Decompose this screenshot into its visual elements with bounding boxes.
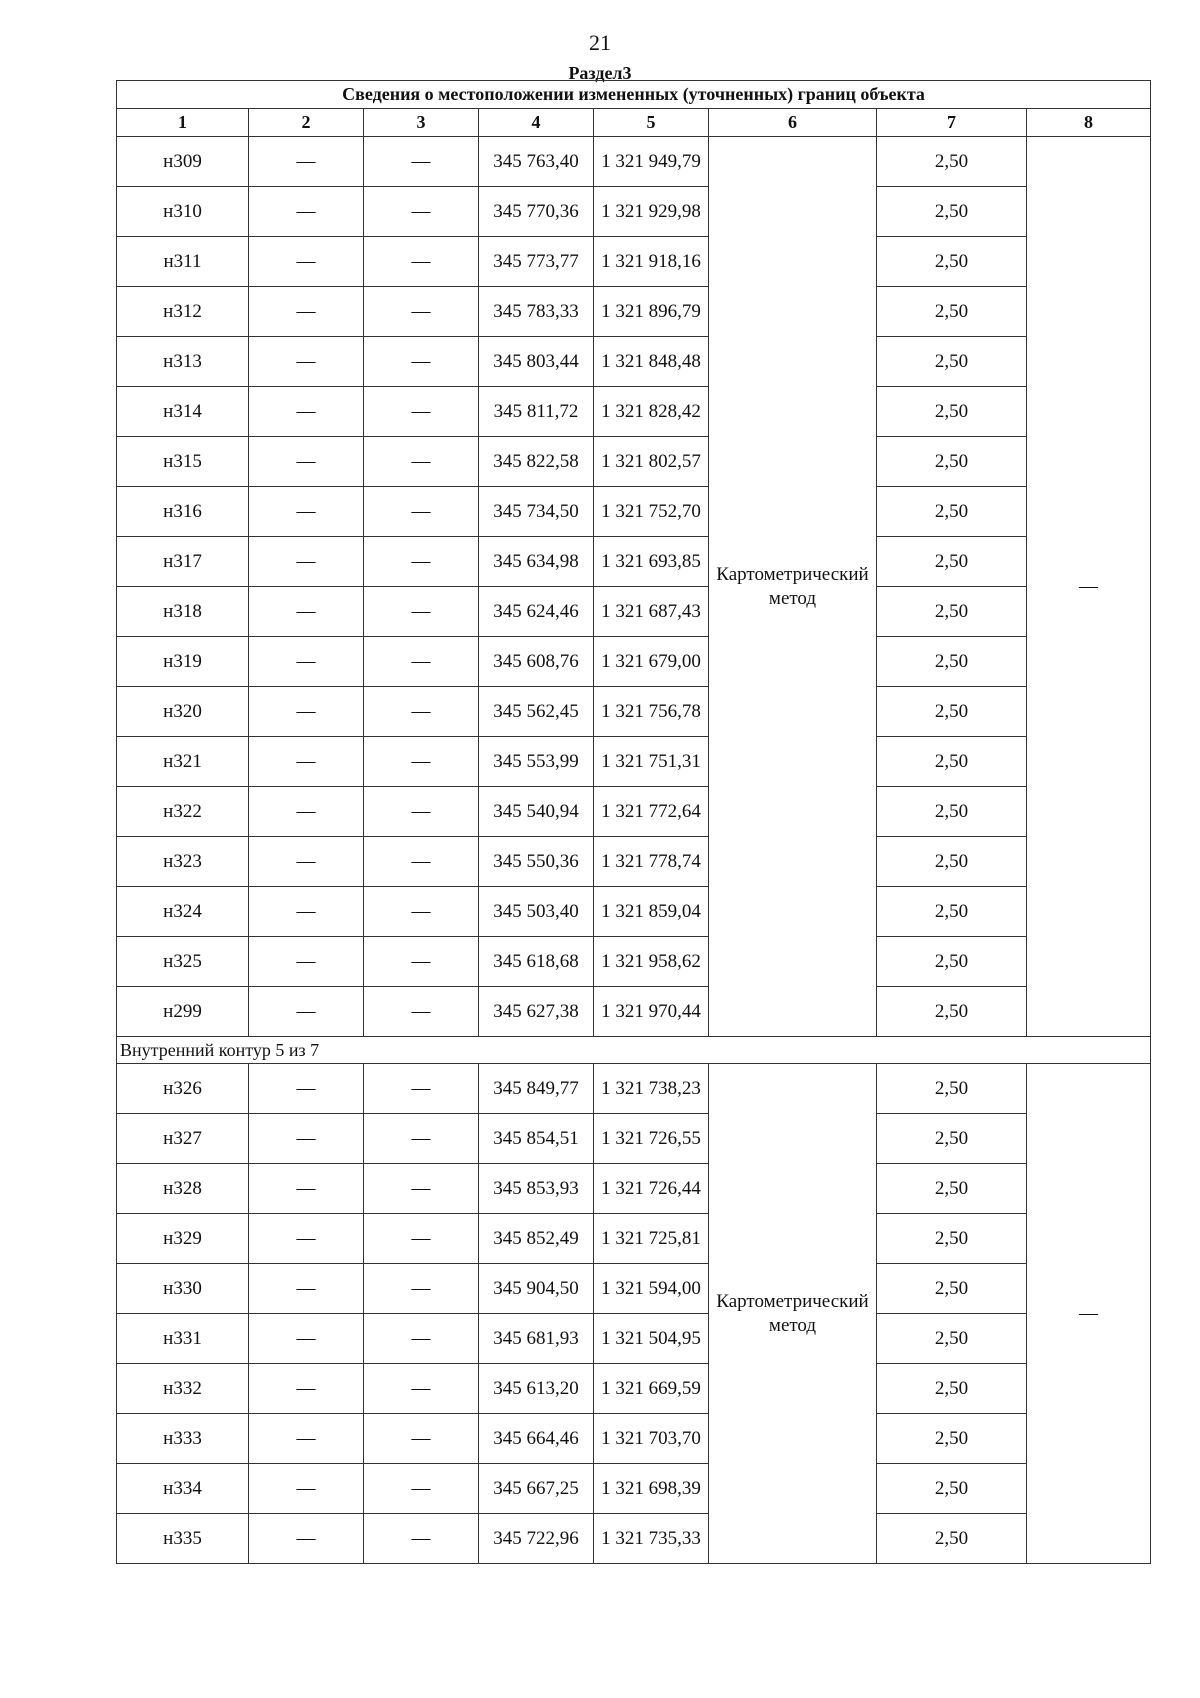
column-header: 3 [364,109,479,137]
table-row [117,1214,1151,1264]
accuracy-cell: 2,50 [877,387,1027,437]
column-header: 8 [1027,109,1151,137]
table-row [117,837,1151,887]
x-coordinate-cell: 345 734,50 [479,487,594,537]
table-row [117,487,1151,537]
point-cell: н335 [117,1514,249,1564]
y-coordinate-cell: 1 321 751,31 [594,737,709,787]
point-cell: н319 [117,637,249,687]
y-coordinate-cell: 1 321 756,78 [594,687,709,737]
column3-cell: — [364,1064,479,1114]
x-coordinate-cell: 345 550,36 [479,837,594,887]
accuracy-cell: 2,50 [877,287,1027,337]
column2-cell: — [249,887,364,937]
accuracy-cell: 2,50 [877,587,1027,637]
column-header: 4 [479,109,594,137]
column2-cell: — [249,287,364,337]
table-row [117,337,1151,387]
column3-cell: — [364,637,479,687]
x-coordinate-cell: 345 822,58 [479,437,594,487]
accuracy-cell: 2,50 [877,437,1027,487]
x-coordinate-cell: 345 667,25 [479,1464,594,1514]
accuracy-cell: 2,50 [877,1164,1027,1214]
accuracy-cell: 2,50 [877,1514,1027,1564]
table-row [117,387,1151,437]
column2-cell: — [249,1214,364,1264]
point-cell: н313 [117,337,249,387]
column2-cell: — [249,237,364,287]
column3-cell: — [364,1364,479,1414]
coordinates-table [116,80,1151,1564]
inner-contour-block [117,1064,1151,1564]
table-row [117,1414,1151,1464]
column2-cell: — [249,737,364,787]
table-row [117,737,1151,787]
y-coordinate-cell: 1 321 958,62 [594,937,709,987]
x-coordinate-cell: 345 503,40 [479,887,594,937]
y-coordinate-cell: 1 321 679,00 [594,637,709,687]
method-line: метод [768,587,817,609]
y-coordinate-cell: 1 321 726,55 [594,1114,709,1164]
point-cell: н312 [117,287,249,337]
point-cell: н315 [117,437,249,487]
x-coordinate-cell: 345 681,93 [479,1314,594,1364]
column2-cell: — [249,1364,364,1414]
column2-cell: — [249,537,364,587]
table-row [117,1114,1151,1164]
accuracy-cell: 2,50 [877,537,1027,587]
point-cell: н320 [117,687,249,737]
table-row [117,1464,1151,1514]
y-coordinate-cell: 1 321 896,79 [594,287,709,337]
accuracy-cell: 2,50 [877,687,1027,737]
y-coordinate-cell: 1 321 778,74 [594,837,709,887]
column3-cell: — [364,1414,479,1464]
x-coordinate-cell: 345 608,76 [479,637,594,687]
column3-cell: — [364,1114,479,1164]
point-cell: н321 [117,737,249,787]
column8-cell: — [1027,137,1151,1037]
x-coordinate-cell: 345 634,98 [479,537,594,587]
table-row [117,787,1151,837]
x-coordinate-cell: 345 811,72 [479,387,594,437]
column2-cell: — [249,587,364,637]
y-coordinate-cell: 1 321 802,57 [594,437,709,487]
column2-cell: — [249,387,364,437]
column3-cell: — [364,837,479,887]
accuracy-cell: 2,50 [877,1264,1027,1314]
column3-cell: — [364,937,479,987]
column3-cell: — [364,1164,479,1214]
y-coordinate-cell: 1 321 828,42 [594,387,709,437]
column3-cell: — [364,1464,479,1514]
contour-row [117,1037,1151,1064]
column2-cell: — [249,187,364,237]
point-cell: н327 [117,1114,249,1164]
accuracy-cell: 2,50 [877,837,1027,887]
table-row [117,1264,1151,1314]
column-header: 5 [594,109,709,137]
column-header: 6 [709,109,877,137]
accuracy-cell: 2,50 [877,1464,1027,1514]
column2-cell: — [249,1114,364,1164]
column3-cell: — [364,1214,479,1264]
column3-cell: — [364,987,479,1037]
point-cell: н317 [117,537,249,587]
table-row [117,637,1151,687]
x-coordinate-cell: 345 852,49 [479,1214,594,1264]
point-cell: н316 [117,487,249,537]
y-coordinate-cell: 1 321 669,59 [594,1364,709,1414]
point-cell: н325 [117,937,249,987]
x-coordinate-cell: 345 618,68 [479,937,594,987]
point-cell: н330 [117,1264,249,1314]
accuracy-cell: 2,50 [877,937,1027,987]
column2-cell: — [249,1064,364,1114]
method-cell [709,137,877,1037]
accuracy-cell: 2,50 [877,787,1027,837]
page-number: 21 [589,30,611,55]
x-coordinate-cell: 345 722,96 [479,1514,594,1564]
point-cell: н334 [117,1464,249,1514]
table-row [117,237,1151,287]
y-coordinate-cell: 1 321 918,16 [594,237,709,287]
point-cell: н318 [117,587,249,637]
accuracy-cell: 2,50 [877,237,1027,287]
section-title: Раздел3 [568,63,632,83]
y-coordinate-cell: 1 321 738,23 [594,1064,709,1114]
contour-section [117,1037,1151,1064]
column3-cell: — [364,287,479,337]
point-cell: н314 [117,387,249,437]
column8-cell: — [1027,1064,1151,1564]
accuracy-cell: 2,50 [877,1214,1027,1264]
y-coordinate-cell: 1 321 735,33 [594,1514,709,1564]
column3-cell: — [364,337,479,387]
point-cell: н309 [117,137,249,187]
column2-cell: — [249,1314,364,1364]
column3-cell: — [364,1514,479,1564]
point-cell: н311 [117,237,249,287]
y-coordinate-cell: 1 321 698,39 [594,1464,709,1514]
contour-label: Внутренний контур 5 из 7 [117,1037,1151,1064]
x-coordinate-cell: 345 770,36 [479,187,594,237]
x-coordinate-cell: 345 664,46 [479,1414,594,1464]
accuracy-cell: 2,50 [877,1314,1027,1364]
table-row [117,1514,1151,1564]
y-coordinate-cell: 1 321 703,70 [594,1414,709,1464]
x-coordinate-cell: 345 627,38 [479,987,594,1037]
x-coordinate-cell: 345 773,77 [479,237,594,287]
column-header: 7 [877,109,1027,137]
column3-cell: — [364,687,479,737]
table-row [117,437,1151,487]
point-cell: н324 [117,887,249,937]
point-cell: н323 [117,837,249,887]
table-row [117,537,1151,587]
y-coordinate-cell: 1 321 929,98 [594,187,709,237]
point-cell: н331 [117,1314,249,1364]
x-coordinate-cell: 345 803,44 [479,337,594,387]
accuracy-cell: 2,50 [877,737,1027,787]
boundary-block [117,137,1151,1037]
table-row [117,987,1151,1037]
method-line: Картометрический [716,1290,869,1312]
x-coordinate-cell: 345 904,50 [479,1264,594,1314]
table-row [117,1314,1151,1364]
y-coordinate-cell: 1 321 970,44 [594,987,709,1037]
point-cell: н329 [117,1214,249,1264]
table-row [117,287,1151,337]
column3-cell: — [364,387,479,437]
accuracy-cell: 2,50 [877,987,1027,1037]
y-coordinate-cell: 1 321 725,81 [594,1214,709,1264]
column2-cell: — [249,637,364,687]
table-caption: Сведения о местоположении измененных (уточненных) границ объекта [117,81,1151,109]
table-row [117,1064,1151,1114]
column2-cell: — [249,487,364,537]
accuracy-cell: 2,50 [877,487,1027,537]
x-coordinate-cell: 345 854,51 [479,1114,594,1164]
accuracy-cell: 2,50 [877,1364,1027,1414]
x-coordinate-cell: 345 849,77 [479,1064,594,1114]
x-coordinate-cell: 345 783,33 [479,287,594,337]
x-coordinate-cell: 345 562,45 [479,687,594,737]
accuracy-cell: 2,50 [877,337,1027,387]
column2-cell: — [249,1414,364,1464]
column3-cell: — [364,737,479,787]
accuracy-cell: 2,50 [877,1114,1027,1164]
column2-cell: — [249,1464,364,1514]
y-coordinate-cell: 1 321 687,43 [594,587,709,637]
table-row [117,937,1151,987]
column3-cell: — [364,1264,479,1314]
point-cell: н333 [117,1414,249,1464]
x-coordinate-cell: 345 853,93 [479,1164,594,1214]
x-coordinate-cell: 345 553,99 [479,737,594,787]
column-header: 2 [249,109,364,137]
table-row [117,137,1151,187]
column2-cell: — [249,1514,364,1564]
accuracy-cell: 2,50 [877,1064,1027,1114]
column2-cell: — [249,137,364,187]
column3-cell: — [364,237,479,287]
y-coordinate-cell: 1 321 504,95 [594,1314,709,1364]
column2-cell: — [249,837,364,887]
accuracy-cell: 2,50 [877,887,1027,937]
y-coordinate-cell: 1 321 859,04 [594,887,709,937]
accuracy-cell: 2,50 [877,137,1027,187]
column3-cell: — [364,437,479,487]
y-coordinate-cell: 1 321 848,48 [594,337,709,387]
accuracy-cell: 2,50 [877,1414,1027,1464]
column2-cell: — [249,337,364,387]
y-coordinate-cell: 1 321 752,70 [594,487,709,537]
y-coordinate-cell: 1 321 772,64 [594,787,709,837]
column2-cell: — [249,1264,364,1314]
column3-cell: — [364,787,479,837]
column3-cell: — [364,537,479,587]
point-cell: н299 [117,987,249,1037]
x-coordinate-cell: 345 540,94 [479,787,594,837]
point-cell: н322 [117,787,249,837]
column3-cell: — [364,887,479,937]
point-cell: н332 [117,1364,249,1414]
column2-cell: — [249,937,364,987]
column2-cell: — [249,437,364,487]
column3-cell: — [364,487,479,537]
point-cell: н326 [117,1064,249,1114]
column3-cell: — [364,587,479,637]
table-row [117,187,1151,237]
column3-cell: — [364,187,479,237]
x-coordinate-cell: 345 624,46 [479,587,594,637]
column3-cell: — [364,137,479,187]
table-row [117,1364,1151,1414]
table-row [117,887,1151,937]
method-cell [709,1064,877,1564]
column-header: 1 [117,109,249,137]
method-line: Картометрический [716,563,869,585]
table-row [117,687,1151,737]
column2-cell: — [249,987,364,1037]
point-cell: н328 [117,1164,249,1214]
point-cell: н310 [117,187,249,237]
y-coordinate-cell: 1 321 949,79 [594,137,709,187]
column2-cell: — [249,687,364,737]
method-line: метод [768,1314,817,1336]
y-coordinate-cell: 1 321 726,44 [594,1164,709,1214]
table-row [117,1164,1151,1214]
x-coordinate-cell: 345 763,40 [479,137,594,187]
x-coordinate-cell: 345 613,20 [479,1364,594,1414]
accuracy-cell: 2,50 [877,637,1027,687]
column2-cell: — [249,787,364,837]
column3-cell: — [364,1314,479,1364]
y-coordinate-cell: 1 321 693,85 [594,537,709,587]
accuracy-cell: 2,50 [877,187,1027,237]
column2-cell: — [249,1164,364,1214]
table-row [117,587,1151,637]
y-coordinate-cell: 1 321 594,00 [594,1264,709,1314]
